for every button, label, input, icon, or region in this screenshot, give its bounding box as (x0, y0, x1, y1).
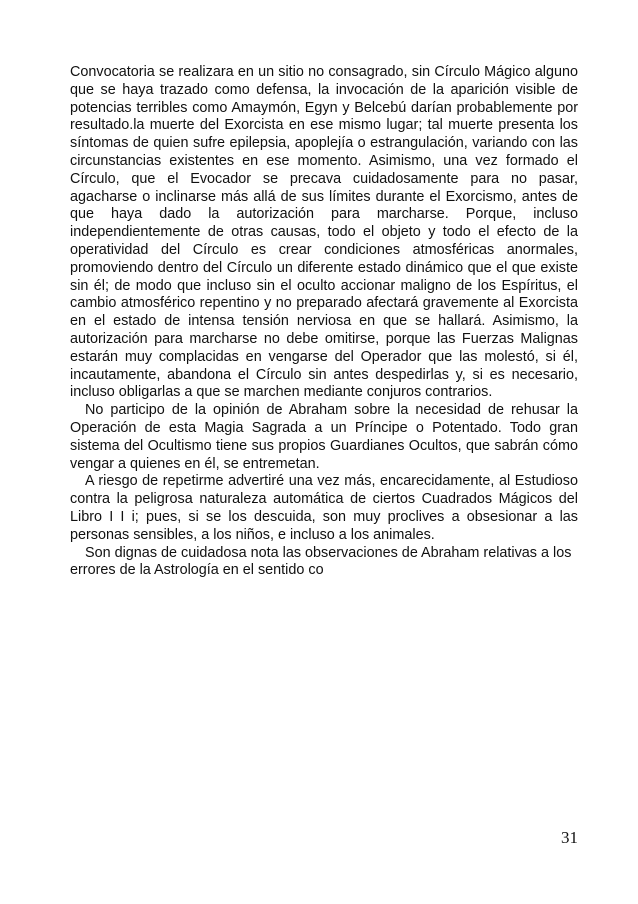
paragraph-2: No participo de la opinión de Abraham sobre la necesidad de rehusar la Operación de esta Magia Sagrada a un Príncipe o Potentado. Todo gran sistema del Ocultismo tiene sus propios Guardianes Ocultos, que sabrán cómo vengar a quienes en él, se entremetan. (70, 402, 578, 472)
paragraph-1: Convocatoria se realizara en un sitio no consagrado, sin Círculo Mágico alguno que se haya trazado como defensa, la invocación de la aparición visible de potencias terribles como Amaymón, Egyn y Belcebú darían probablemente por resultado.la muerte del Exorcista en ese mismo lugar; tal muerte presenta los síntomas de quien sufre epilepsia, apoplejía o estrangulación, variando con las circunstancias existentes en ese momento. Asimismo, una vez formado el Círculo, que el Evocador se precava cuidadosamente para no pasar, agacharse o inclinarse más allá de sus límites durante el Exorcismo, antes de que haya dado la autorización para marcharse. Porque, incluso independientemente de otras causas, todo el objeto y todo el efecto de la operatividad del Círculo es crear condiciones atmosféricas anormales, promoviendo dentro del Círculo un diferente estado dinámico que el que existe sin él; de modo que incluso sin el oculto accionar maligno de los Espíritus, el cambio atmosférico repentino y no preparado afectará gravemente al Exorcista en el estado de intensa tensión nerviosa en que se hallará. Asimismo, la autorización para marcharse no debe omitirse, porque las Fuerzas Malignas estarán muy complacidas en vengarse del Operador que las molestó, si él, incautamente, abandona el Círculo sin antes despedirlas y, si es necesario, incluso obligarlas a que se marchen mediante conjuros contrarios. (70, 64, 578, 401)
paragraph-4: Son dignas de cuidadosa nota las observaciones de Abraham relativas a los errores de la Astrología en el sentido co (70, 544, 572, 579)
body-text (70, 64, 578, 580)
paragraph-3: A riesgo de repetirme advertiré una vez más, encarecidamente, al Estudioso contra la peligrosa naturaleza automática de ciertos Cuadrados Mágicos del Libro I I i; pues, si se los descuida, son muy proclives a obsesionar a las personas sensibles, a los niños, e incluso a los animales. (70, 473, 578, 543)
page-number: 31 (561, 828, 578, 847)
